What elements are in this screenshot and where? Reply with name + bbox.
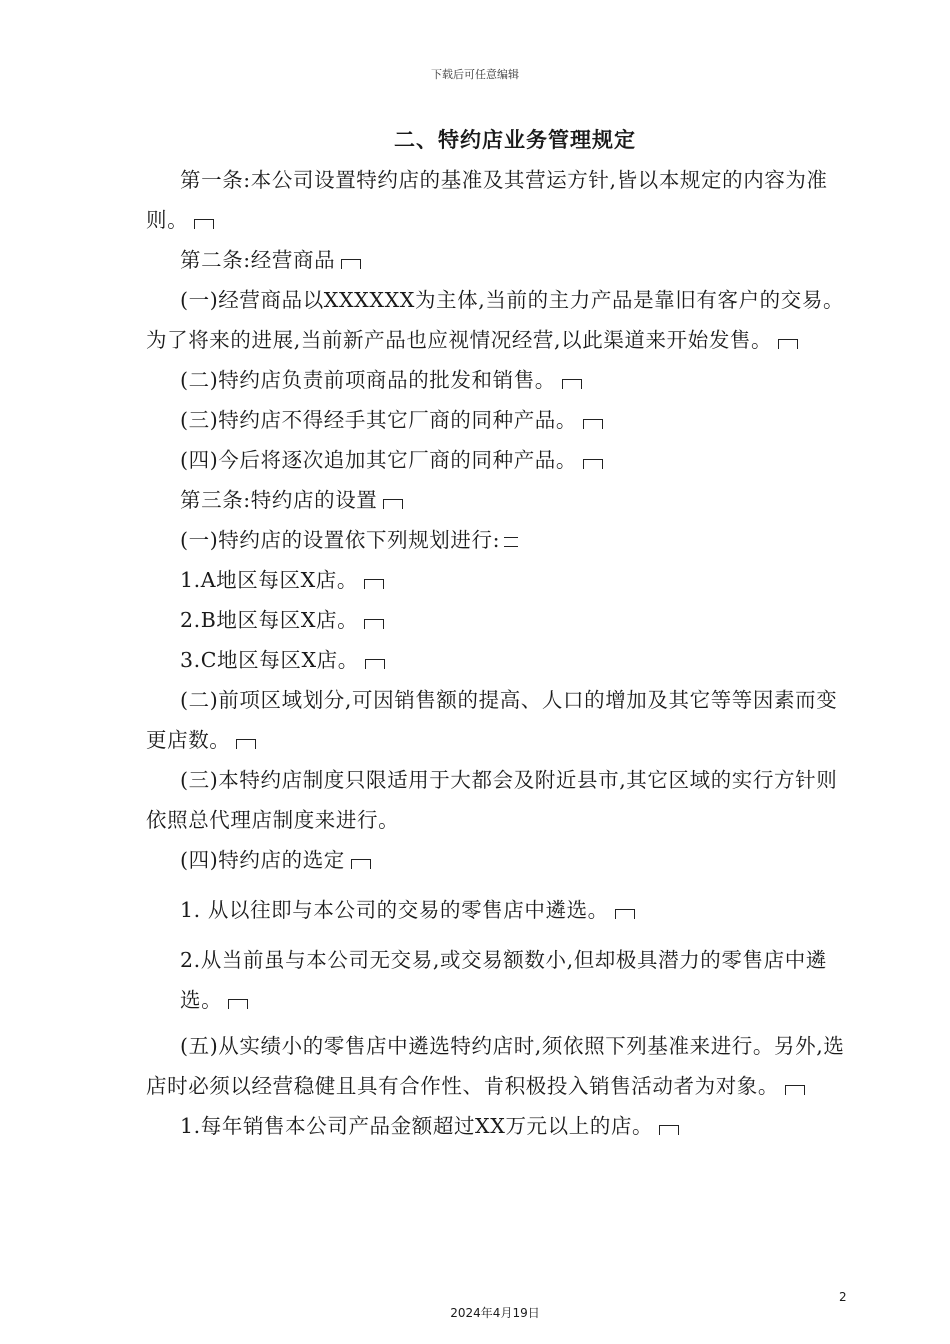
paragraph-mark-icon	[383, 499, 403, 509]
paragraph-mark-icon	[615, 909, 635, 919]
clause-2-2: (二)特约店负责前项商品的批发和销售。	[146, 360, 852, 400]
clause-3-3: (三)本特约店制度只限适用于大都会及附近县市,其它区域的实行方针则依照总代理店制度来进行。	[146, 768, 838, 832]
paragraph-mark-icon	[785, 1085, 805, 1095]
paragraph-mark-icon	[351, 859, 371, 869]
article-2: 第二条:经营商品	[146, 240, 852, 280]
item-3-1-1: 1.A地区每区X店。	[146, 560, 852, 600]
clause-3-4: (四)特约店的选定	[146, 840, 852, 880]
item-3-4-1: 1. 从以往即与本公司的交易的零售店中遴选。	[146, 890, 852, 930]
paragraph-mark-icon	[562, 379, 582, 389]
clause-3-5: (五)从实绩小的零售店中遴选特约店时,须依照下列基准来进行。另外,选店时必须以经营稳健且具有合作性、肯积极投入销售活动者为对象。	[146, 1034, 845, 1098]
item-3-5-1: 1.每年销售本公司产品金额超过XX万元以上的店。	[146, 1106, 852, 1146]
line-break-mark-icon	[504, 537, 518, 547]
clause-3-2: (二)前项区域划分,可因销售额的提高、人口的增加及其它等等因素而变更店数。	[146, 688, 838, 752]
paragraph-mark-icon	[194, 219, 214, 229]
section-title: 二、特约店业务管理规定	[394, 128, 636, 152]
item-3-4-2: 2.从当前虽与本公司无交易,或交易额数小,但却极具潜力的零售店中遴选。	[180, 948, 827, 1012]
paragraph-mark-icon	[364, 579, 384, 589]
paragraph-mark-icon	[364, 619, 384, 629]
article-1: 第一条:本公司设置特约店的基准及其营运方针,皆以本规定的内容为准则。	[146, 168, 828, 232]
paragraph-mark-icon	[228, 999, 248, 1009]
clause-2-4: (四)今后将逐次追加其它厂商的同种产品。	[146, 440, 852, 480]
paragraph-mark-icon	[583, 459, 603, 469]
paragraph-mark-icon	[659, 1125, 679, 1135]
item-3-1-2: 2.B地区每区X店。	[146, 600, 852, 640]
article-3: 第三条:特约店的设置	[146, 480, 852, 520]
footer-date: 2024年4月19日	[450, 1306, 540, 1320]
paragraph-mark-icon	[778, 339, 798, 349]
paragraph-mark-icon	[365, 659, 385, 669]
paragraph-mark-icon	[583, 419, 603, 429]
clause-2-1: (一)经营商品以XXXXXX为主体,当前的主力产品是靠旧有客户的交易。为了将来的进展,当前新产品也应视情况经营,以此渠道来开始发售。	[146, 288, 845, 352]
page-number: 2	[839, 1290, 847, 1304]
clause-2-3: (三)特约店不得经手其它厂商的同种产品。	[146, 400, 852, 440]
page-header: 下载后可任意编辑	[431, 68, 519, 81]
paragraph-mark-icon	[236, 739, 256, 749]
document-body	[146, 160, 852, 1146]
item-3-1-3: 3.C地区每区X店。	[146, 640, 852, 680]
paragraph-mark-icon	[341, 259, 361, 269]
clause-3-1: (一)特约店的设置依下列规划进行:	[146, 520, 852, 560]
